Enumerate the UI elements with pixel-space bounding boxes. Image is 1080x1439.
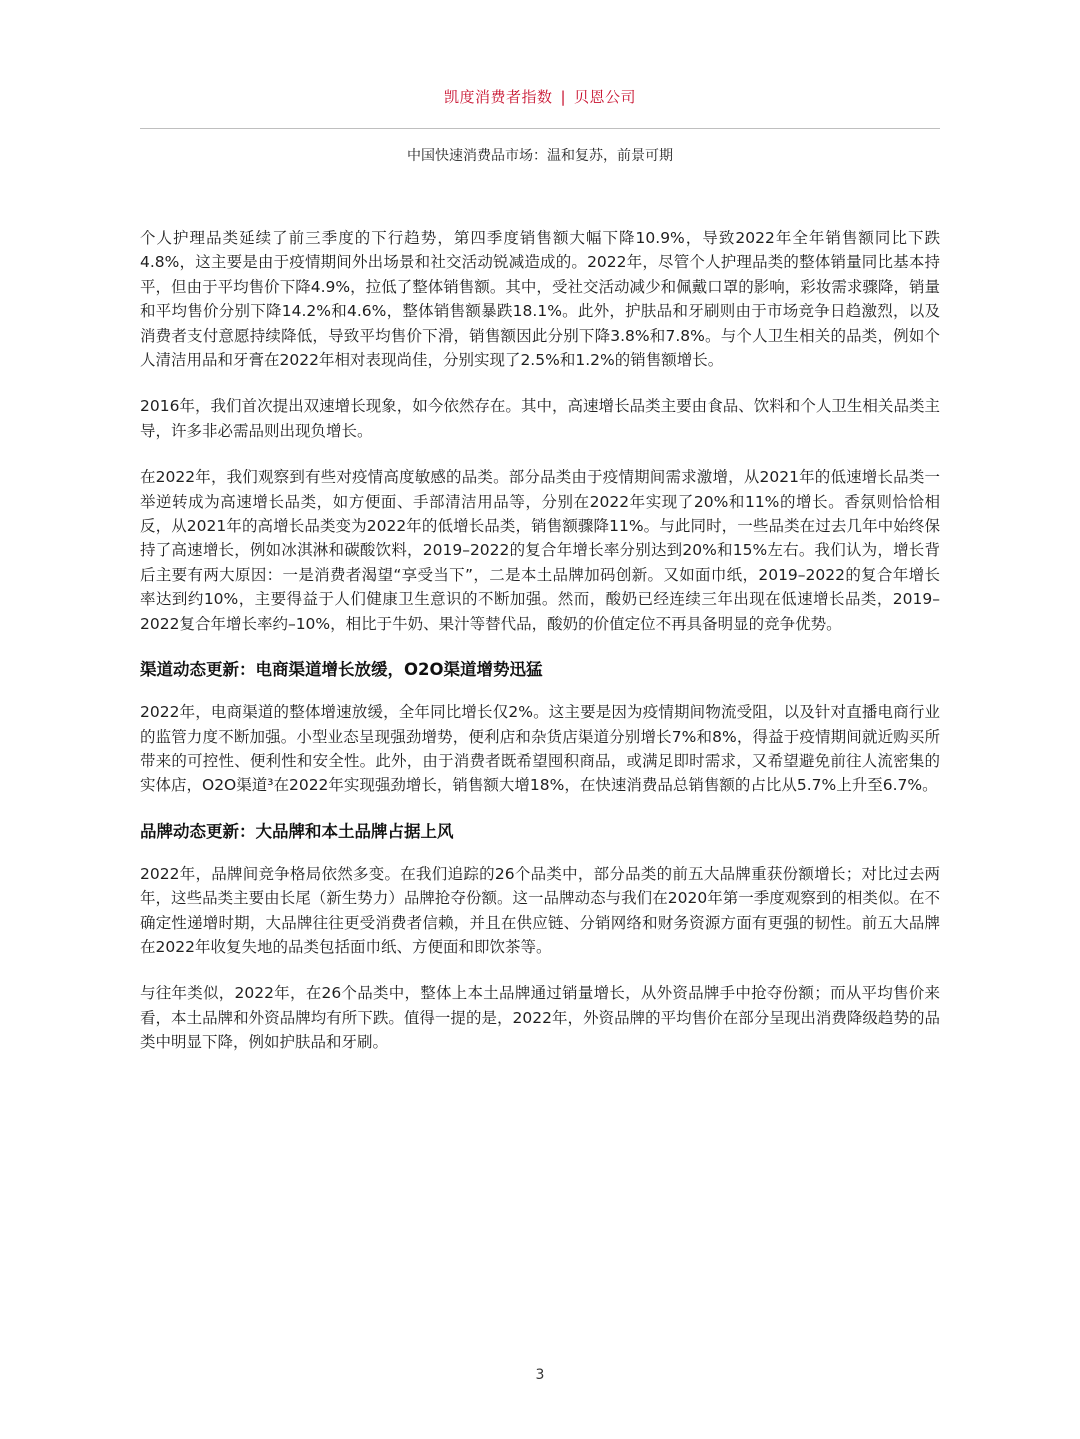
header-brand-kantar: 凯度消费者指数 <box>443 88 553 106</box>
paragraph-personal-care: 个人护理品类延续了前三季度的下行趋势，第四季度销售额大幅下降10.9%，导致2022年全年销售额同比下跌4.8%，这主要是由于疫情期间外出场景和社交活动锐减造成的。2022年，尽管个人护理品类的整体销量同比基本持平，但由于平均售价下降4.9%，拉低了整体销售额。其中，受社交活动减少和佩戴口罩的影响，彩妆需求骤降，销量和平均售价分别下降14.2%和4.6%，整体销售额暴跌18.1%。此外，护肤品和牙刷则由于市场竞争日趋激烈，以及消费者支付意愿持续降低，导致平均售价下滑，销售额因此分别下降3.8%和7.8%。与个人卫生相关的品类，例如个人清洁用品和牙膏在2022年相对表现尚佳，分别实现了2.5%和1.2%的销售额增长。 <box>140 229 940 370</box>
section-heading-brand: 品牌动态更新：大品牌和本土品牌占据上风 <box>140 821 454 841</box>
paragraph-brand-dynamics: 2022年，品牌间竞争格局依然多变。在我们追踪的26个品类中，部分品类的前五大品牌重获份额增长；对比过去两年，这些品类主要由长尾（新生势力）品牌抢夺份额。这一品牌动态与我们在2020年第一季度观察到的相类似。在不确定性递增时期，大品牌往往更受消费者信赖，并且在供应链、分销网络和财务资源方面有更强的韧性。前五大品牌在2022年收复失地的品类包括面巾纸、方便面和即饮茶等。 <box>140 864 940 956</box>
paragraph-two-speed-growth: 2016年，我们首次提出双速增长现象，如今依然存在。其中，高速增长品类主要由食品、饮料和个人卫生相关品类主导，许多非必需品则出现负增长。 <box>140 397 940 440</box>
paragraph-channel-dynamics: 2022年，电商渠道的整体增速放缓，全年同比增长仅2%。这主要是因为疫情期间物流受阻，以及针对直播电商行业的监管力度不断加强。小型业态呈现强劲增势，便利店和杂货店渠道分别增长7%和8%，得益于疫情期间就近购买所带来的可控性、便利性和安全性。此外，由于消费者既希望囤积商品，或满足即时需求，又希望避免前往人流密集的实体店，O2O渠道³在2022年实现强劲增长，销售额大增18%，在快速消费品总销售额的占比从5.7%上升至6.7%。 <box>140 703 940 795</box>
header-divider <box>140 128 940 129</box>
body-content <box>140 226 940 1077</box>
running-header <box>0 86 1080 107</box>
header-brand-bain: 贝恩公司 <box>574 88 637 106</box>
report-subtitle: 中国快速消费品市场：温和复苏，前景可期 <box>407 148 673 164</box>
page-number: 3 <box>535 1367 545 1383</box>
header-separator: | <box>560 88 567 106</box>
section-heading-channel: 渠道动态更新：电商渠道增长放缓，O2O渠道增势迅猛 <box>140 660 543 680</box>
paragraph-pandemic-sensitive: 在2022年，我们观察到有些对疫情高度敏感的品类。部分品类由于疫情期间需求激增，从2021年的低速增长品类一举逆转成为高速增长品类，如方便面、手部清洁用品等，分别在2022年实现了20%和11%的增长。香氛则恰恰相反，从2021年的高增长品类变为2022年的低增长品类，销售额骤降11%。与此同时，一些品类在过去几年中始终保持了高速增长，例如冰淇淋和碳酸饮料，2019–2022的复合年增长率分别达到20%和15%左右。我们认为，增长背后主要有两大原因：一是消费者渴望“享受当下”，二是本土品牌加码创新。又如面巾纸，2019–2022的复合年增长率达到约10%，主要得益于人们健康卫生意识的不断加强。然而，酸奶已经连续三年出现在低速增长品类，2019–2022复合年增长率约–10%，相比于牛奶、果汁等替代品，酸奶的价值定位不再具备明显的竞争优势。 <box>140 468 940 633</box>
paragraph-local-vs-foreign: 与往年类似，2022年，在26个品类中，整体上本土品牌通过销量增长，从外资品牌手中抢夺份额；而从平均售价来看，本土品牌和外资品牌均有所下跌。值得一提的是，2022年，外资品牌的平均售价在部分呈现出消费降级趋势的品类中明显下降，例如护肤品和牙刷。 <box>140 984 940 1052</box>
